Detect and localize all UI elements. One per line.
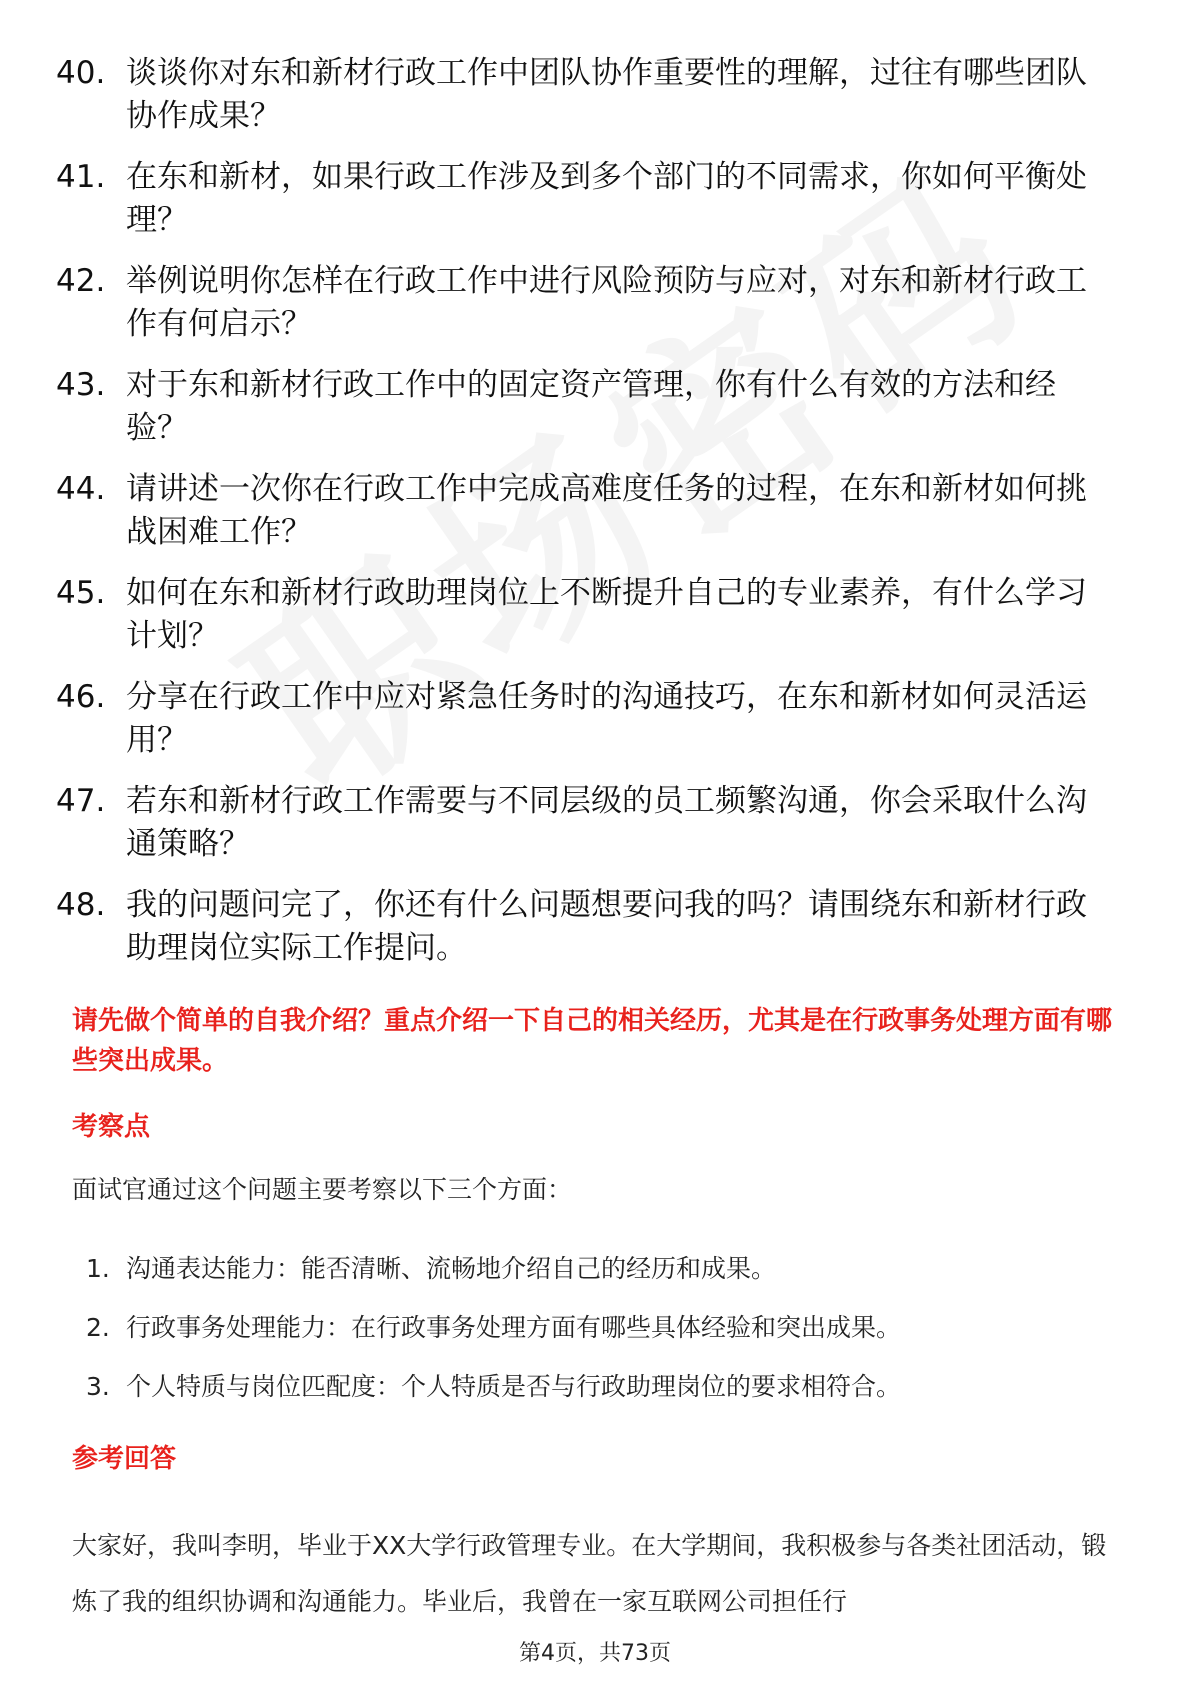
question-item — [56, 364, 1136, 450]
focus-point — [86, 1311, 1126, 1345]
focus-intro: 面试官通过这个问题主要考察以下三个方面： — [72, 1175, 573, 1204]
focus-point-number: 2. — [86, 1313, 110, 1342]
focus-heading: 考察点 — [72, 1112, 151, 1142]
question-text: 举例说明你怎样在行政工作中进行风险预防与应对，对东和新材行政工作有何启示？ — [126, 263, 1087, 342]
question-text: 谈谈你对东和新材行政工作中团队协作重要性的理解，过往有哪些团队协作成果？ — [126, 55, 1087, 134]
focus-point — [86, 1252, 1126, 1286]
question-number: 47. — [56, 783, 106, 819]
focus-point-number: 1. — [86, 1254, 110, 1283]
question-list — [56, 52, 1136, 988]
page-footer: 第4页，共73页 — [519, 1641, 671, 1666]
question-number: 42. — [56, 263, 106, 299]
focus-point-number: 3. — [86, 1372, 110, 1401]
question-item — [56, 780, 1136, 866]
question-number: 41. — [56, 159, 106, 195]
highlight-question: 请先做个简单的自我介绍？重点介绍一下自己的相关经历，尤其是在行政事务处理方面有哪些突出成果。 — [72, 1006, 1113, 1076]
question-text: 若东和新材行政工作需要与不同层级的员工频繁沟通，你会采取什么沟通策略？ — [126, 783, 1087, 862]
question-number: 48. — [56, 887, 106, 923]
question-item — [56, 468, 1136, 554]
question-text: 在东和新材，如果行政工作涉及到多个部门的不同需求，你如何平衡处理？ — [126, 159, 1087, 238]
question-number: 44. — [56, 471, 106, 507]
question-text: 对于东和新材行政工作中的固定资产管理，你有什么有效的方法和经验？ — [126, 367, 1056, 446]
question-item — [56, 260, 1136, 346]
question-number: 40. — [56, 55, 106, 91]
focus-point-text: 个人特质与岗位匹配度：个人特质是否与行政助理岗位的要求相符合。 — [126, 1372, 902, 1401]
question-number: 43. — [56, 367, 106, 403]
question-item — [56, 572, 1136, 658]
question-item — [56, 156, 1136, 242]
question-item — [56, 884, 1136, 970]
question-text: 如何在东和新材行政助理岗位上不断提升自己的专业素养，有什么学习计划？ — [126, 575, 1087, 654]
question-item — [56, 676, 1136, 762]
question-number: 46. — [56, 679, 106, 715]
question-text: 分享在行政工作中应对紧急任务时的沟通技巧，在东和新材如何灵活运用？ — [126, 679, 1087, 758]
question-text: 我的问题问完了，你还有什么问题想要问我的吗？请围绕东和新材行政助理岗位实际工作提问。 — [126, 887, 1087, 966]
focus-point-text: 沟通表达能力：能否清晰、流畅地介绍自己的经历和成果。 — [126, 1254, 777, 1283]
focus-point — [86, 1370, 1126, 1404]
question-item — [56, 52, 1136, 138]
focus-points-list — [86, 1252, 1126, 1429]
focus-point-text: 行政事务处理能力：在行政事务处理方面有哪些具体经验和突出成果。 — [126, 1313, 902, 1342]
question-text: 请讲述一次你在行政工作中完成高难度任务的过程，在东和新材如何挑战困难工作？ — [126, 471, 1087, 550]
question-number: 45. — [56, 575, 106, 611]
reference-answer: 大家好，我叫李明，毕业于XX大学行政管理专业。在大学期间，我积极参与各类社团活动，锻炼了我的组织协调和沟通能力。毕业后，我曾在一家互联网公司担任行 — [72, 1531, 1107, 1616]
reference-heading: 参考回答 — [72, 1444, 177, 1474]
